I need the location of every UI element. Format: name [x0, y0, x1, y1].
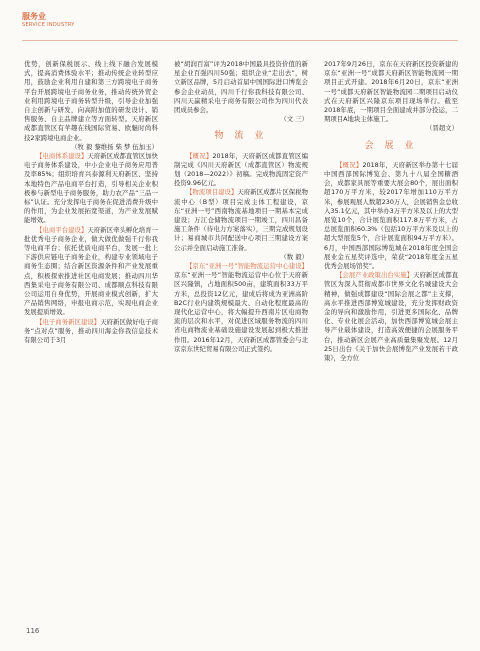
- section-tag: 【电商平台建设】: [36, 225, 88, 234]
- section-overview: [324, 161, 458, 271]
- section-body: 天府新区成都直管区加快电子商务体系建设，中小企业电子商务应用普及率85%；组织培育兴泰源利天府新区、坚持本地特色产品电商平台打造，引导相关企业积极参与新型电子商务服务，助力农产品“三品一标”认证。充分发挥电子商务在促进消费升级中的作用，为企业发展拓宽渠道，为产业发展赋能增效。: [24, 152, 159, 225]
- header-title: 服务业: [22, 12, 46, 21]
- column-1: [24, 60, 158, 345]
- author: （数 毅）: [280, 252, 308, 261]
- author: （文 三）: [280, 115, 308, 124]
- section-body: 天府新区做好电子商务“点对点”服务，推动四川海金你我信息技术有限公司于3月: [24, 317, 159, 345]
- section-tag: 【概况】: [186, 151, 213, 160]
- section-body: 2018年，天府新区成都直管区编制完成《四川天府新区（成都直管区）物流规划（2018—2022）》初稿。完成物流固定资产投资9.96亿元。: [174, 151, 309, 188]
- author: （牧 毅 黎维扬 柴 梦 伍加玉）: [71, 142, 158, 151]
- column-3: [324, 60, 458, 363]
- section-tag: 【电子商务新区建设】: [36, 317, 101, 326]
- page-number: 116: [26, 627, 40, 635]
- section-ecommerce-platform: [24, 226, 158, 318]
- section-tag: 【电商体系建设】: [36, 152, 88, 161]
- section-jd-asia-one: [174, 262, 308, 354]
- section-body: 天府新区成都片区保税物流中心（B型）项目完成主体工程建设，京东“亚洲一号”西南物流基地项目一期基本完成建设；万江仓储物流项目一期竣工，四川昌备施工条件（待电力方案落实），三期完成规划设计；易商城市共同配送中心项目三期建设方案公示并全面启动施工准备。: [174, 188, 309, 252]
- section-tag: 【物流项目建设】: [186, 188, 238, 197]
- header-divider: [22, 40, 458, 41]
- author: （晋超文）: [426, 124, 458, 133]
- section-exhibition-policy: [324, 271, 458, 363]
- section-tag: 【概况】: [336, 160, 363, 169]
- column-2: [174, 60, 308, 354]
- paragraph: 优势，创新保税展示、线上线下融合发展模式，提高消费体验水平；推动传统企业转型应用，鼓励企业利用自建和第三方跨境电子商务平台开展跨境电子商务业务，推动传统外贸企业利用跨境电子商务转型升级，引导企业加强自主创新与研发，向高附加值的研发设计、销售服务、自主品牌建立等方面转型。天府新区成都直管区有苹趣在线国际贸易、欧魅时尚科技2家跨境电商企业。: [24, 60, 158, 142]
- paragraph: 被“胡润百富”评为2018中国最具投资价值的新星企业百强四川50强；组织企业“走出去”，树立新区品牌，5月启动首届中国国际进口博览会参会企业动员，四川千行你我科技有限公司、四川天赢精采电子商务有限公司作为四川代表团成员参会。: [174, 60, 308, 115]
- section-tag: 【京东“亚洲一号”智能物流运营中心建设】: [186, 262, 308, 271]
- section-title-logistics: 物 流 业: [214, 131, 268, 142]
- section-overview: [174, 152, 308, 189]
- section-title-exhibition: 会 展 业: [364, 140, 418, 151]
- header-logo: [22, 12, 75, 29]
- section-logistics-projects: [174, 188, 308, 252]
- section-body: 京东“亚洲一号”智能物流运营中心位于天府新区兴隆镇，占地面积500亩，建筑面积33万平方米，总投资12亿元，建成后将成为亚洲高阶B2C行业内建筑规模最大、自动化程度最高的现代化运营中心，将大幅提升西南片区电商物流的层次和水平，对促进区域服务物流的四川省电商物流业基础设施建设发展起到极大推进作用。2016年12月，天府新区成都管委会与北京京东世纪贸易有限公司正式签约。: [174, 271, 308, 353]
- section-body: 天府新区牵头孵化培育一批优秀电子商务企业，做大做优做强千行你我等电商平台；依托优质电商平台，发展一批上下游供应链电子商务企业，构建专业领域电子商务生态圈；结合新区资源条件和产业发展重点，积极探索推进社区电商发展；推动四川华西集采电子商务有限公司、成都顺点科技有限公司运用自身优势，开展商业模式创新，扩大产品销售网络，申报电商示范，实现电商企业发展提质增效。: [24, 225, 159, 317]
- section-ecommerce-district: [24, 318, 158, 346]
- paragraph: 2017年9月26日，京东在天府新区投资新建的京东“亚洲一号”成都天府新区智能物流园一期项目正式开建。2018年6月20日，京东“亚洲一号”成都天府新区智能物流园二期项目启动仪式在天府新区兴隆京东项目现场举行。截至2018年底，一期项目全面建成并部分投运，二期项目A地块主体施工。: [324, 60, 458, 124]
- header-subtitle: SERVICE INDUSTRY: [22, 22, 75, 28]
- section-body: 2018年，天府新区举办第十七届中国西部国际博览会、第九十八届全国糖酒会，成都家具展等重要大展会80个，展出面积超170万平方米，较2017年增加110万平方米，参展观展人数超230万人，会展销售金总收入35.1亿元，其中举办3万平方米及以上的大型展览10个，合计展览面积117.8万平方米，占总展览面积60.3%（包括10万平方米及以上的超大型展览5个，合计展览面积94万平方米）。6月，中国西部国际博览城在2018年度全国会展业金五星奖评选中，荣获“2018年度金五星优秀会展场馆奖”。: [324, 160, 459, 271]
- section-body: 天府新区成都直管区为深入贯彻成都市世界文化名城建设大会精神，做强成都建设“国际会展之都”主支撑，高水平推进西部博览城建设，充分发挥财政资金的导向和激励作用，引进更多国际化、品牌化、专业化展会活动，加快西部博览城会展主导产业载体建设，打造高效便捷的会展服务平台，推动新区会展产业高质量集聚发展。12月25日出台《关于加快会展博览产业发展若干政策》，全方位: [324, 271, 459, 363]
- section-electronic-commerce-system: [24, 152, 158, 226]
- section-tag: 【会展产业政策出台实施】: [336, 271, 414, 280]
